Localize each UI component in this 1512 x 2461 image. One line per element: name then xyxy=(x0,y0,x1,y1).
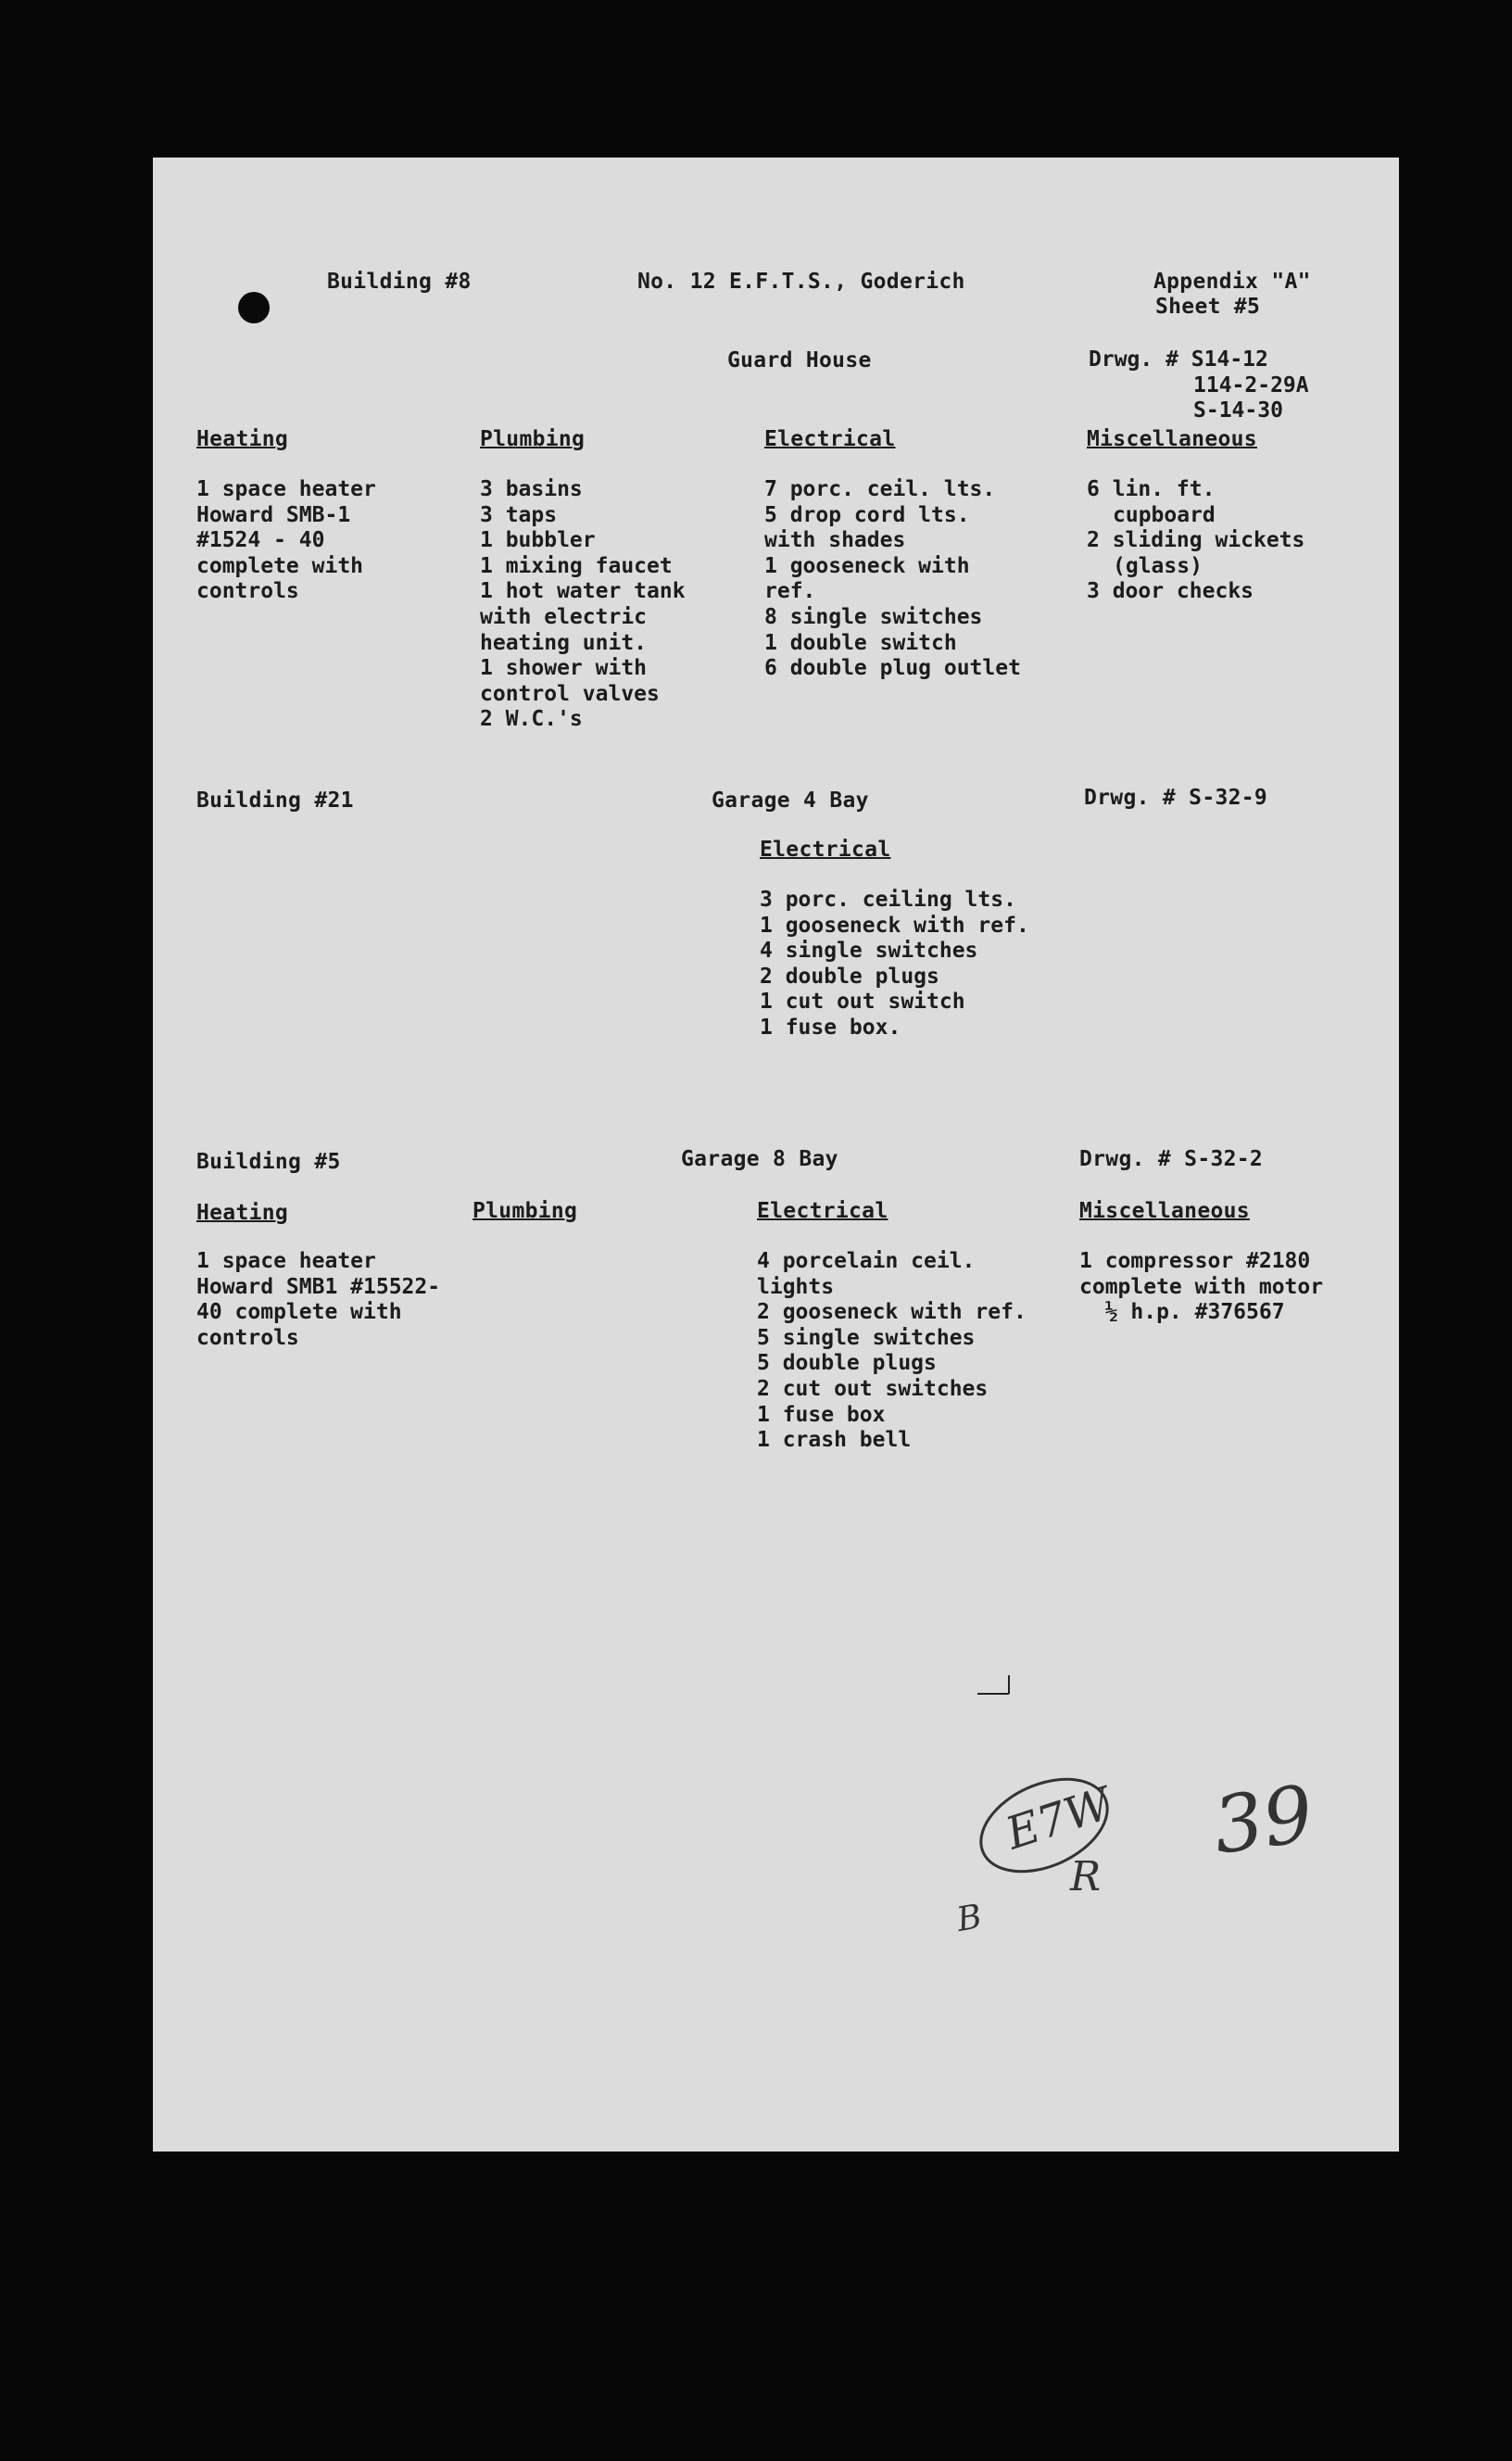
list-item: 3 basins xyxy=(480,477,583,501)
list-item: 1 crash bell xyxy=(757,1428,912,1453)
list-item: Howard SMB1 #15522- xyxy=(196,1274,441,1299)
list-item: 2 sliding wickets xyxy=(1087,528,1305,553)
section-title-guard-house: Guard House xyxy=(727,348,872,372)
initials-handwritten: R xyxy=(1070,1853,1102,1900)
list-item: 1 space heater xyxy=(196,477,376,501)
list-item: controls xyxy=(196,1325,299,1350)
circled-code: E7W xyxy=(1000,1777,1117,1861)
building-label-21: Building #21 xyxy=(196,789,354,813)
heating-list xyxy=(196,477,376,605)
list-item: 5 drop cord lts. xyxy=(764,502,970,527)
list-item: #1524 - 40 xyxy=(196,528,325,553)
small-pencil-mark: B xyxy=(953,1898,985,1939)
list-item: 3 taps xyxy=(480,502,558,527)
sheet-label: Sheet #5 xyxy=(1155,295,1261,319)
list-item: 1 compressor #2180 xyxy=(1079,1249,1311,1273)
list-item: control valves xyxy=(480,681,660,706)
list-item: with shades xyxy=(764,528,906,553)
list-item: 8 single switches xyxy=(764,604,983,629)
punch-hole xyxy=(238,292,270,323)
list-item: 7 porc. ceil. lts. xyxy=(764,477,996,501)
section-title-garage-4-bay: Garage 4 Bay xyxy=(712,789,869,813)
list-item: 2 double plugs xyxy=(760,964,939,989)
list-item: 1 gooseneck with xyxy=(764,553,970,578)
list-item: 1 fuse box. xyxy=(760,1015,901,1040)
pencil-tick xyxy=(1008,1675,1010,1694)
list-item: 1 fuse box xyxy=(757,1402,886,1427)
plumbing-list xyxy=(480,477,686,733)
list-item: 1 bubbler xyxy=(480,528,596,553)
list-item: complete with motor xyxy=(1079,1274,1324,1299)
building-label: Building #8 xyxy=(327,270,472,294)
column-heading-miscellaneous: Miscellaneous xyxy=(1087,427,1257,451)
list-item: 4 single switches xyxy=(760,939,978,964)
list-item: with electric xyxy=(480,604,648,629)
list-item: 1 hot water tank xyxy=(480,579,686,604)
electrical-list xyxy=(764,477,1021,682)
column-heading-heating: Heating xyxy=(196,1201,289,1225)
list-item: 6 double plug outlet xyxy=(764,656,1021,681)
appendix-label: Appendix "A" xyxy=(1153,270,1311,294)
drawing-ref-5: Drwg. # S-32-2 xyxy=(1079,1147,1264,1171)
list-item: heating unit. xyxy=(480,630,648,655)
list-item: 1 mixing faucet xyxy=(480,553,673,578)
list-item: 3 porc. ceiling lts. xyxy=(760,888,1016,912)
heating-list xyxy=(196,1249,440,1351)
drawing-ref: S-14-30 xyxy=(1193,398,1283,423)
column-heading-electrical: Electrical xyxy=(764,427,896,451)
column-heading-miscellaneous: Miscellaneous xyxy=(1079,1199,1250,1223)
list-item: 2 cut out switches xyxy=(757,1376,989,1401)
list-item: 2 gooseneck with ref. xyxy=(757,1300,1027,1325)
column-heading-plumbing: Plumbing xyxy=(472,1199,578,1223)
list-item: 4 porcelain ceil. xyxy=(757,1249,976,1273)
list-item: ref. xyxy=(764,579,816,604)
list-item: ½ h.p. #376567 xyxy=(1079,1300,1285,1325)
miscellaneous-list xyxy=(1087,477,1304,605)
list-item: cupboard xyxy=(1113,502,1216,527)
list-item: 6 lin. ft. xyxy=(1087,477,1216,501)
pencil-tick xyxy=(977,1693,1009,1695)
unit-title: No. 12 E.F.T.S., Goderich xyxy=(637,270,965,294)
column-heading-plumbing: Plumbing xyxy=(480,427,586,451)
miscellaneous-list xyxy=(1079,1249,1323,1326)
list-item: lights xyxy=(757,1274,835,1299)
list-item: 3 door checks xyxy=(1087,579,1254,604)
drawing-ref-21: Drwg. # S-32-9 xyxy=(1084,786,1268,810)
list-item: 1 shower with xyxy=(480,656,648,681)
list-item: Howard SMB-1 xyxy=(196,502,351,527)
electrical-list xyxy=(757,1249,1027,1454)
list-item: (glass) xyxy=(1113,553,1203,578)
list-item: 5 double plugs xyxy=(757,1351,937,1376)
electrical-list xyxy=(760,888,1029,1041)
list-item: 5 single switches xyxy=(757,1325,976,1350)
list-item: 1 cut out switch xyxy=(760,990,965,1015)
document-page xyxy=(153,158,1399,2152)
list-item: controls xyxy=(196,579,299,604)
page-number-handwritten: 39 xyxy=(1207,1768,1319,1872)
building-label-5: Building #5 xyxy=(196,1150,341,1174)
list-item: complete with xyxy=(196,553,364,578)
drawing-refs xyxy=(1089,347,1309,424)
list-item: 1 space heater xyxy=(196,1249,376,1273)
list-item: 1 gooseneck with ref. xyxy=(760,913,1029,938)
list-item: 1 double switch xyxy=(764,630,957,655)
section-title-garage-8-bay: Garage 8 Bay xyxy=(681,1147,838,1171)
column-heading-electrical: Electrical xyxy=(757,1199,888,1223)
column-heading-electrical: Electrical xyxy=(760,838,891,862)
column-heading-heating: Heating xyxy=(196,427,289,451)
list-item: 2 W.C.'s xyxy=(480,707,583,732)
list-item: 40 complete with xyxy=(196,1300,402,1325)
drawing-ref: Drwg. # S14-12 xyxy=(1089,347,1268,372)
drawing-ref: 114-2-29A xyxy=(1193,372,1309,398)
